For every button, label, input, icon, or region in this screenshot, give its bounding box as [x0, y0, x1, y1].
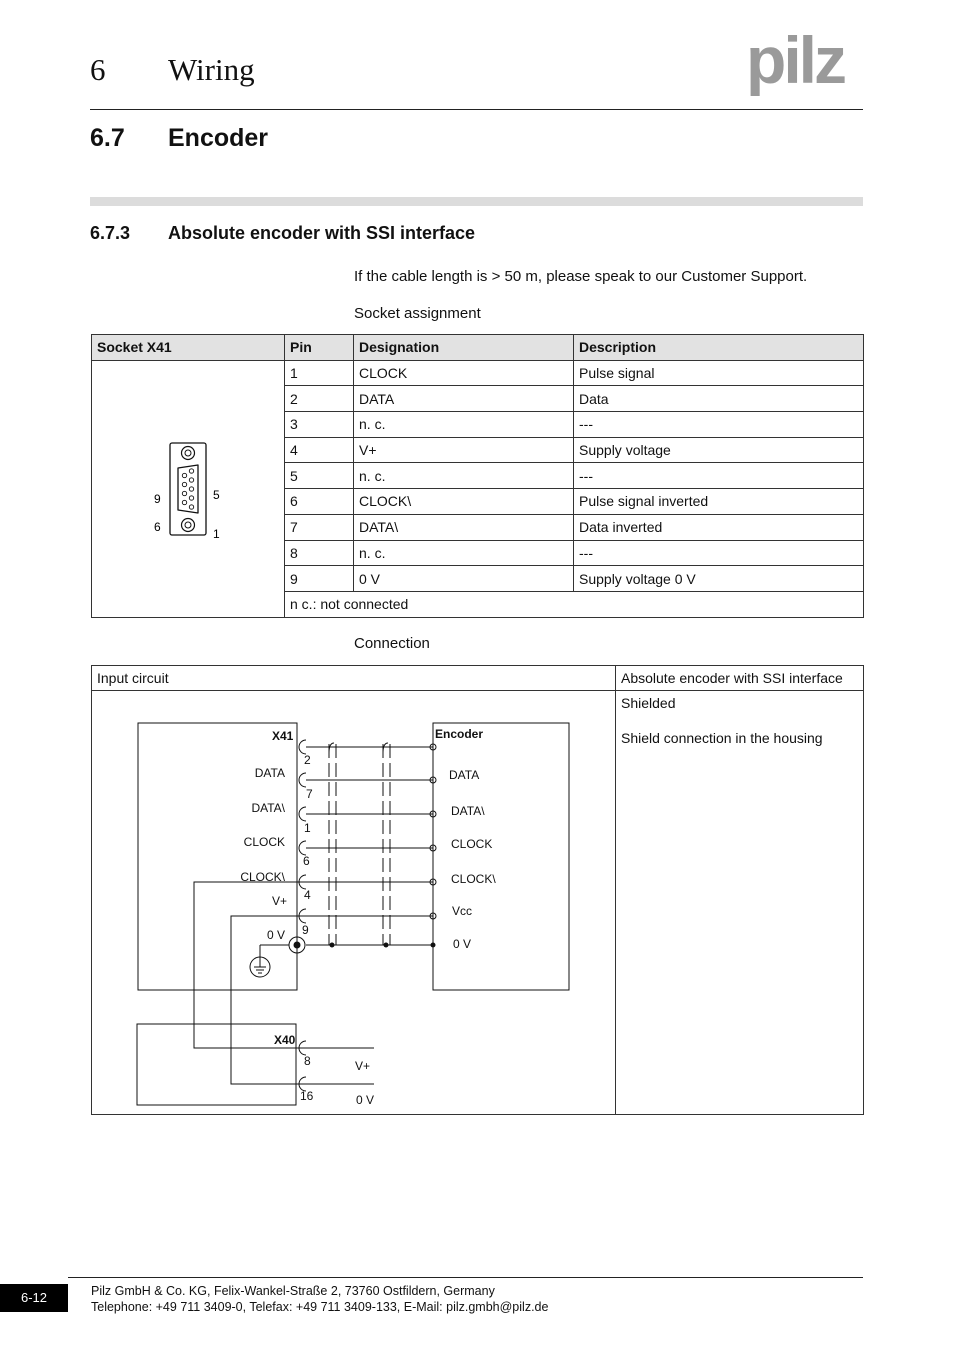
designation-cell: n. c.	[354, 412, 574, 438]
description-cell: Pulse signal inverted	[574, 489, 864, 515]
x40-pin-label: 8	[304, 1054, 311, 1068]
description-cell: Data	[574, 386, 864, 412]
footer-line-1: Pilz GmbH & Co. KG, Felix-Wankel-Straße 2, 73760 Ostfildern, Germany	[91, 1284, 495, 1298]
encoder-signal-label: Vcc	[452, 904, 473, 918]
page-number: 6-12	[0, 1284, 68, 1312]
connector-cell	[92, 360, 285, 617]
designation-cell: DATA\	[354, 514, 574, 540]
intro-text: If the cable length is > 50 m, please speak to our Customer Support.	[354, 268, 808, 285]
encoder-signal-label: 0 V	[453, 937, 472, 951]
encoder-signal-label: DATA	[449, 768, 480, 782]
chapter-title: Wiring	[168, 52, 255, 87]
x41-pin-label: 6	[303, 854, 310, 868]
footer-rule	[68, 1277, 863, 1278]
x41-pin-label: 4	[304, 888, 311, 902]
encoder-signal-label: DATA\	[451, 804, 485, 818]
header-description: Description	[574, 335, 864, 361]
encoder-signal-label: CLOCK	[451, 837, 493, 851]
x41-signal-label: DATA	[254, 766, 285, 780]
table-footnote: n c.: not connected	[285, 591, 864, 617]
x41-signal-label: CLOCK	[243, 835, 285, 849]
section-number: 6.7	[90, 124, 125, 152]
subsection-number: 6.7.3	[90, 223, 131, 243]
header-pin: Pin	[285, 335, 354, 361]
socket-table-header	[92, 335, 864, 361]
note-shielded: Shielded	[621, 695, 676, 711]
section-divider	[90, 197, 863, 206]
designation-cell: DATA	[354, 386, 574, 412]
x41-label: X41	[272, 729, 294, 743]
encoder-signal-label: CLOCK\	[451, 872, 496, 886]
description-cell: Supply voltage	[574, 437, 864, 463]
header-rule	[90, 109, 863, 110]
designation-cell: 0 V	[354, 566, 574, 592]
x41-signal-label: DATA\	[251, 801, 285, 815]
socket-caption: Socket assignment	[354, 305, 481, 322]
socket-table	[91, 334, 864, 618]
connector-label-1: 1	[213, 526, 220, 541]
section-title: Encoder	[168, 124, 269, 152]
connection-table-body	[92, 691, 864, 1115]
x41-signal-label: V+	[271, 894, 287, 908]
designation-cell: n. c.	[354, 540, 574, 566]
designation-cell: n. c.	[354, 463, 574, 489]
table-row	[92, 360, 864, 386]
x40-signal-label: V+	[355, 1059, 371, 1073]
pilz-logo	[746, 28, 866, 96]
x41-pin-label: 2	[304, 753, 311, 767]
x40-pin-label: 16	[300, 1089, 314, 1103]
pin-cell: 6	[285, 489, 354, 515]
header-input-circuit: Input circuit	[92, 666, 616, 691]
description-cell: ---	[574, 540, 864, 566]
description-cell: Pulse signal	[574, 360, 864, 386]
wiring-diagram-cell	[92, 691, 616, 1115]
x40-label: X40	[274, 1033, 296, 1047]
pin-cell: 7	[285, 514, 354, 540]
x40-box	[137, 1024, 296, 1105]
connector-label-9: 9	[154, 491, 161, 506]
designation-cell: CLOCK	[354, 360, 574, 386]
connection-table	[91, 665, 864, 1115]
subsection-title: Absolute encoder with SSI interface	[168, 223, 476, 243]
encoder-label: Encoder	[435, 727, 484, 741]
x40-signal-label: 0 V	[356, 1093, 375, 1107]
logo-text: pilz	[746, 28, 844, 96]
description-cell: Data inverted	[574, 514, 864, 540]
pin-cell: 4	[285, 437, 354, 463]
wiring-diagram	[92, 691, 616, 1115]
designation-cell: V+	[354, 437, 574, 463]
header-designation: Designation	[354, 335, 574, 361]
connection-caption: Connection	[354, 635, 430, 652]
pin-cell: 5	[285, 463, 354, 489]
connection-table-header	[92, 666, 864, 691]
pin-cell: 8	[285, 540, 354, 566]
connector-label-5: 5	[213, 487, 220, 502]
header-socket: Socket X41	[92, 335, 285, 361]
x41-pin-label: 1	[304, 821, 311, 835]
designation-cell: CLOCK\	[354, 489, 574, 515]
dsub-connector-icon	[92, 361, 285, 616]
pin-cell: 3	[285, 412, 354, 438]
x41-signal-label: CLOCK\	[240, 870, 285, 884]
connector-label-6: 6	[154, 519, 161, 534]
x41-box	[138, 723, 297, 990]
description-cell: Supply voltage 0 V	[574, 566, 864, 592]
pin-cell: 1	[285, 360, 354, 386]
footer-line-2: Telephone: +49 711 3409-0, Telefax: +49 711 3409-133, E-Mail: pilz.gmbh@pilz.de	[91, 1300, 549, 1314]
chapter-number: 6	[90, 52, 106, 87]
description-cell: ---	[574, 463, 864, 489]
pin-cell: 2	[285, 386, 354, 412]
x41-pin-label: 9	[302, 923, 309, 937]
pin-cell: 9	[285, 566, 354, 592]
note-shield-connection: Shield connection in the housing	[621, 730, 823, 746]
header-encoder: Absolute encoder with SSI interface	[616, 666, 864, 691]
x41-signal-label: 0 V	[266, 928, 285, 942]
description-cell: ---	[574, 412, 864, 438]
x41-pin-label: 7	[306, 787, 313, 801]
footer-address	[91, 1283, 548, 1315]
encoder-notes-cell	[616, 691, 864, 1115]
